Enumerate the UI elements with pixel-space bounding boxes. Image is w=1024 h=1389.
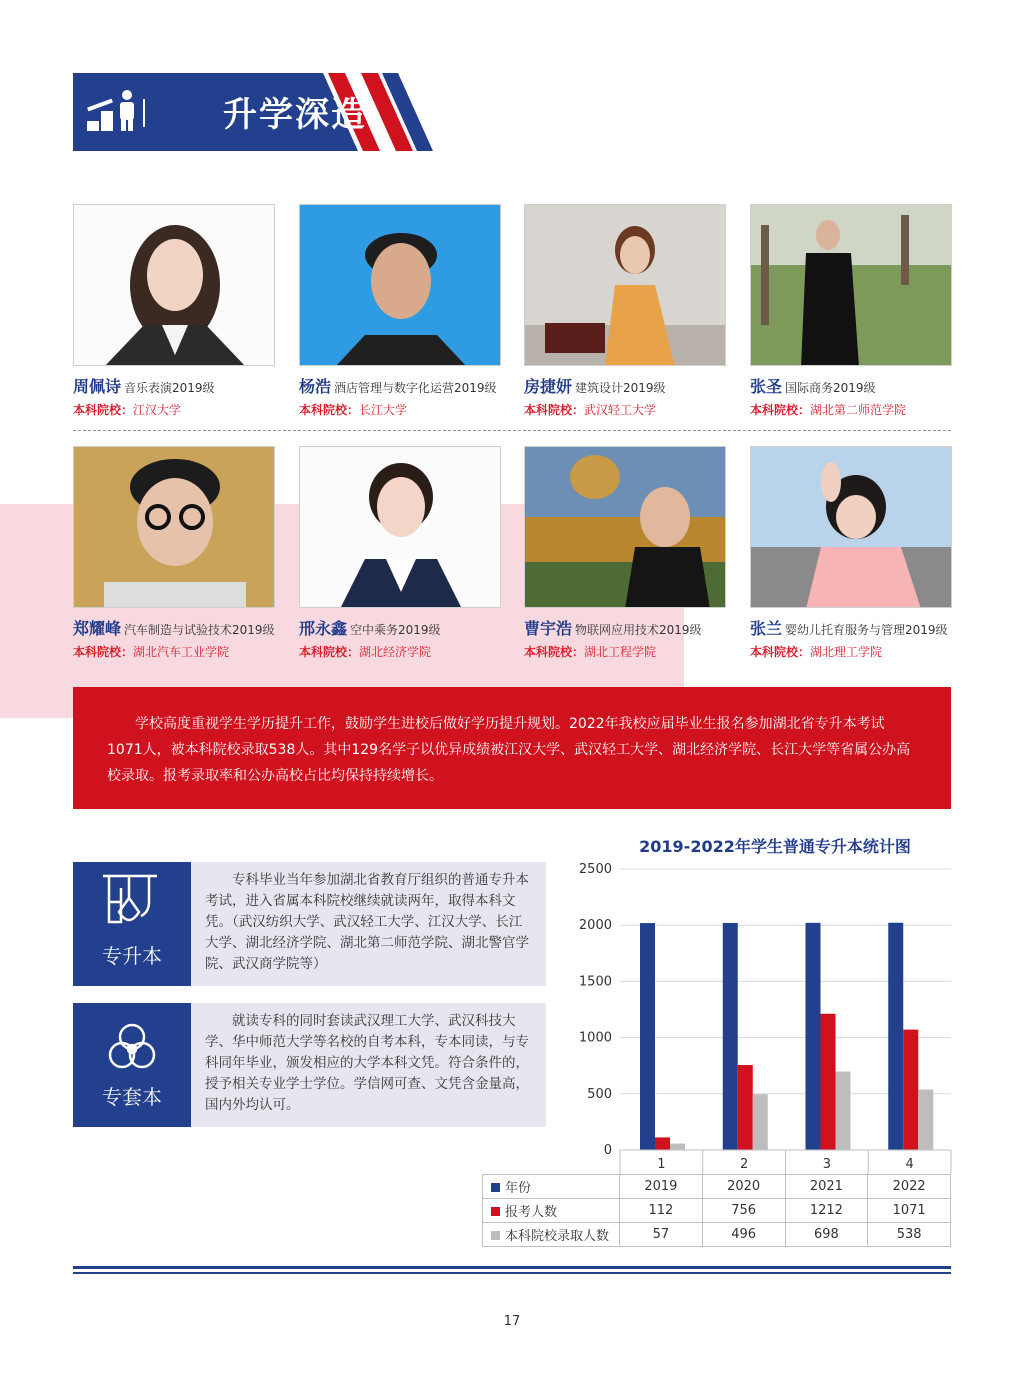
table-cell: 112 <box>620 1199 703 1223</box>
table-row-header: 年份 <box>483 1175 620 1199</box>
student-school: 江汉大学 <box>133 403 182 417</box>
y-tick-label: 1000 <box>578 1030 612 1046</box>
y-tick-label: 2000 <box>578 918 612 934</box>
student-photo-6 <box>299 446 501 608</box>
y-tick-label: 0 <box>603 1143 612 1158</box>
school-label: 本科院校： <box>73 403 134 417</box>
student-major: 空中乘务2019级 <box>350 623 441 637</box>
bar <box>821 1014 836 1150</box>
bar <box>738 1065 753 1150</box>
program-icon-box <box>73 1003 191 1127</box>
bottom-rule <box>73 1266 951 1269</box>
x-tick-label: 2 <box>739 1157 749 1172</box>
page-title: 升学深造 <box>223 95 367 135</box>
bar <box>640 923 655 1150</box>
student-name: 曹宇浩 <box>524 619 573 638</box>
school-label: 本科院校： <box>750 403 811 417</box>
table-cell: 496 <box>702 1223 785 1247</box>
section-banner <box>73 73 433 151</box>
y-tick-label: 1500 <box>578 974 612 990</box>
student-school: 湖北工程学院 <box>584 645 657 659</box>
student-caption <box>750 374 980 418</box>
program-description: 专科毕业当年参加湖北省教育厅组织的普通专升本考试，进入省属本科院校继续就读两年，取得本科文凭。（武汉纺织大学、武汉轻工大学、江汉大学、长江大学、湖北经济学院、湖北第二师范学院、湖北警官学院、武汉商学院等） <box>191 862 546 986</box>
x-tick-label: 1 <box>657 1157 666 1172</box>
bar <box>670 1144 685 1150</box>
bar <box>918 1090 933 1150</box>
student-school: 湖北汽车工业学院 <box>133 645 230 659</box>
student-major: 国际商务2019级 <box>785 381 876 395</box>
program-label: 专套本 <box>102 1085 162 1109</box>
student-school: 湖北第二师范学院 <box>810 403 907 417</box>
program-block-dual <box>73 1003 546 1127</box>
program-icon-box <box>73 862 191 986</box>
bar <box>836 1072 851 1150</box>
student-name: 周佩诗 <box>73 377 122 396</box>
school-label: 本科院校： <box>524 403 585 417</box>
legend-swatch <box>491 1183 500 1192</box>
student-major: 婴幼儿托育服务与管理2019级 <box>785 623 948 637</box>
student-photo-7 <box>524 446 726 608</box>
table-cell: 2021 <box>785 1175 868 1199</box>
student-name: 张兰 <box>750 619 783 638</box>
student-caption <box>524 374 754 418</box>
x-tick-label: 4 <box>905 1157 914 1172</box>
page-number: 17 <box>503 1314 521 1329</box>
school-label: 本科院校： <box>750 645 811 659</box>
student-school: 湖北经济学院 <box>359 645 432 659</box>
student-name: 郑耀峰 <box>73 619 122 638</box>
y-tick-label: 500 <box>587 1086 612 1102</box>
table-row <box>483 1199 951 1223</box>
bar <box>888 923 903 1150</box>
school-label: 本科院校： <box>73 645 134 659</box>
bar <box>806 923 821 1150</box>
student-caption <box>299 616 529 660</box>
bottom-rule <box>73 1272 951 1274</box>
student-photo-5 <box>73 446 275 608</box>
dashed-divider <box>73 430 951 431</box>
table-row-header: 报考人数 <box>483 1199 620 1223</box>
student-photo-8 <box>750 446 952 608</box>
table-row <box>483 1223 951 1247</box>
school-label: 本科院校： <box>299 645 360 659</box>
student-school: 长江大学 <box>359 403 408 417</box>
student-name: 张圣 <box>750 377 783 396</box>
student-major: 音乐表演2019级 <box>124 381 215 395</box>
intro-panel <box>73 687 951 809</box>
school-label: 本科院校： <box>299 403 360 417</box>
student-caption <box>299 374 529 418</box>
chart-title: 2019-2022年学生普通专升本统计图 <box>639 837 911 856</box>
student-major: 物联网应用技术2019级 <box>575 623 702 637</box>
x-tick-label: 3 <box>822 1157 832 1172</box>
table-cell: 2022 <box>868 1175 951 1199</box>
rings-icon <box>73 1003 191 1081</box>
table-cell: 2019 <box>620 1175 703 1199</box>
y-tick-label: 2500 <box>578 862 612 877</box>
legend-swatch <box>491 1207 500 1216</box>
table-cell: 1212 <box>785 1199 868 1223</box>
table-cell: 698 <box>785 1223 868 1247</box>
flask-icon <box>73 862 191 940</box>
table-cell: 2020 <box>702 1175 785 1199</box>
student-school: 武汉轻工大学 <box>584 403 657 417</box>
student-caption <box>73 616 303 660</box>
table-cell: 1071 <box>868 1199 951 1223</box>
bar <box>903 1030 918 1150</box>
student-name: 邢永鑫 <box>299 619 348 638</box>
table-cell: 538 <box>868 1223 951 1247</box>
student-photo-3 <box>524 204 726 366</box>
program-label: 专升本 <box>102 944 162 968</box>
bar <box>723 923 738 1150</box>
student-school: 湖北理工学院 <box>810 645 883 659</box>
student-caption <box>750 616 980 660</box>
student-name: 房捷妍 <box>524 377 573 396</box>
school-label: 本科院校： <box>524 645 585 659</box>
bar <box>753 1094 768 1150</box>
student-caption <box>73 374 303 418</box>
table-cell: 57 <box>620 1223 703 1247</box>
table-row <box>483 1175 951 1199</box>
student-photo-4 <box>750 204 952 366</box>
student-caption <box>524 616 754 660</box>
student-photo-2 <box>299 204 501 366</box>
bar-chart <box>560 855 960 1175</box>
legend-swatch <box>491 1231 500 1240</box>
program-description: 就读专科的同时套读武汉理工大学、武汉科技大学、华中师范大学等名校的自考本科，专本同读，与专科同年毕业，颁发相应的大学本科文凭。符合条件的，授予相关专业学士学位。学信网可查、文凭含金量高，国内外均认可。 <box>191 1003 546 1127</box>
program-block-upgrade <box>73 862 546 986</box>
intro-text: 学校高度重视学生学历提升工作，鼓励学生进校后做好学历提升规划。2022年我校应届毕业生报名参加湖北省专升本考试1071人，被本科院校录取538人。其中129名学子以优异成绩被江汉大学、武汉轻工大学、湖北经济学院、长江大学等省属公办高校录取。报考录取率和公办高校占比均保持持续增长。 <box>107 716 911 784</box>
table-cell: 756 <box>702 1199 785 1223</box>
student-photo-1 <box>73 204 275 366</box>
student-major: 汽车制造与试验技术2019级 <box>124 623 275 637</box>
student-major: 酒店管理与数字化运营2019级 <box>334 381 497 395</box>
table-row-header: 本科院校录取人数 <box>483 1223 620 1247</box>
student-major: 建筑设计2019级 <box>575 381 666 395</box>
student-name: 杨浩 <box>299 377 332 396</box>
chart-data-table <box>482 1174 951 1247</box>
bar <box>655 1137 670 1150</box>
